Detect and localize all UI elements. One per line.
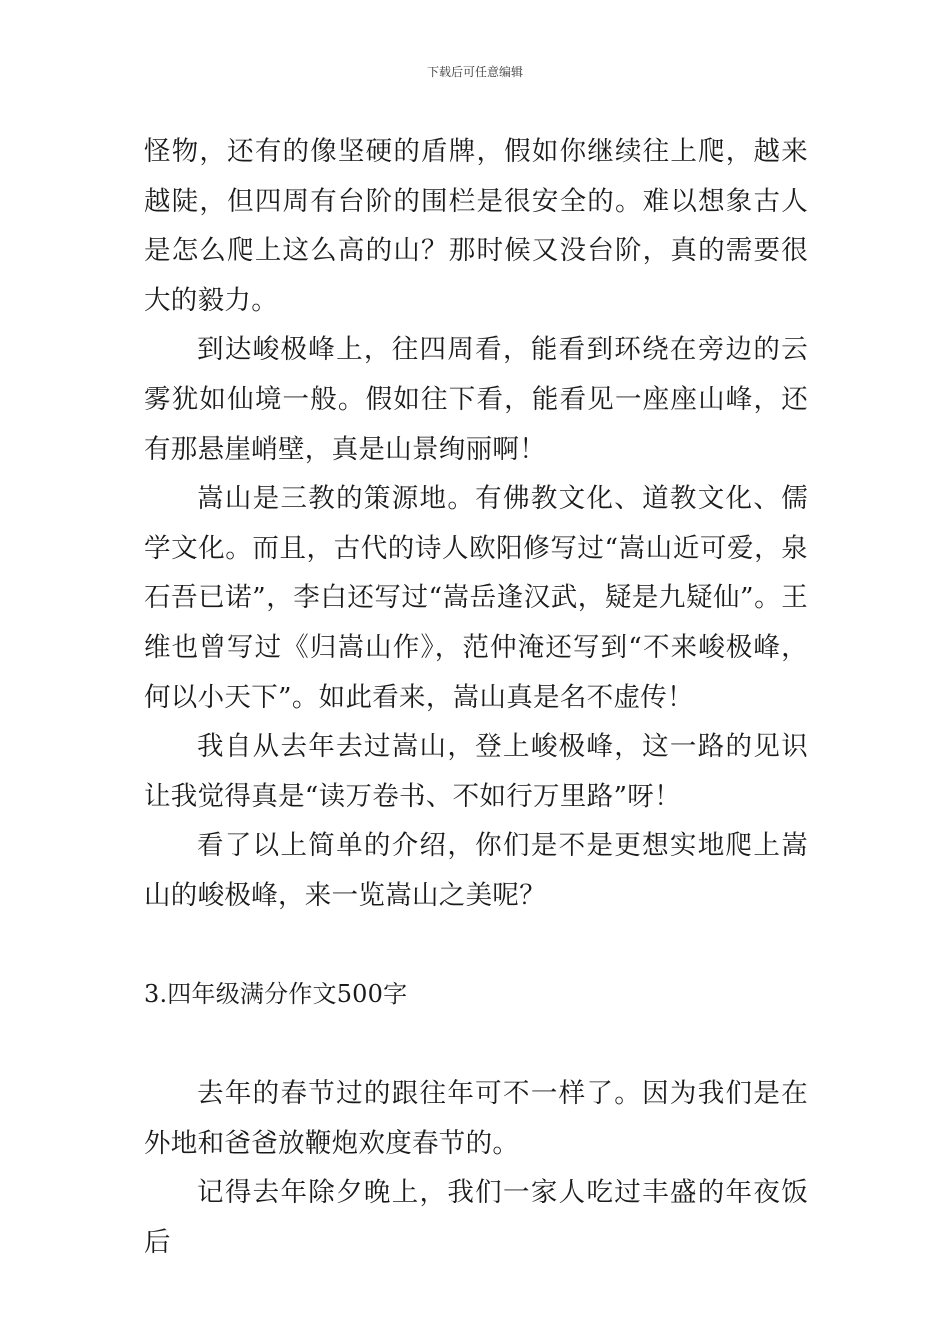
page-header: 下载后可任意编辑: [426, 65, 523, 79]
document-body: [144, 127, 808, 1268]
section-paragraph-2: 记得去年除夕晚上，我们一家人吃过丰盛的年夜饭后: [144, 1177, 808, 1259]
section-heading: 3.四年级满分作文500字: [144, 980, 408, 1009]
paragraph-3: 嵩山是三教的策源地。有佛教文化、道教文化、儒学文化。而且，古代的诗人欧阳修写过“嵩山近可爱，泉石吾已诺”，李白还写过“嵩岳逢汉武，疑是九疑仙”。王维也曾写过《归嵩山作》，范仲淹还写到“不来峻极峰，何以小天下”。如此看来，嵩山真是名不虚传！: [144, 483, 808, 713]
blank-line: [144, 921, 808, 971]
section-paragraph-1: 去年的春节过的跟往年可不一样了。因为我们是在外地和爸爸放鞭炮欢度春节的。: [144, 1078, 808, 1159]
blank-line: [144, 1020, 808, 1070]
paragraph-2: 到达峻极峰上，往四周看，能看到环绕在旁边的云雾犹如仙境一般。假如往下看，能看见一座座山峰，还有那悬崖峭壁，真是山景绚丽啊！: [144, 334, 808, 465]
paragraph-4: 我自从去年去过嵩山，登上峻极峰，这一路的见识让我觉得真是“读万卷书、不如行万里路”呀！: [144, 731, 808, 812]
paragraph-1: 怪物，还有的像坚硬的盾牌，假如你继续往上爬，越来越陡，但四周有台阶的围栏是很安全的。难以想象古人是怎么爬上这么高的山？那时候又没台阶，真的需要很大的毅力。: [144, 136, 808, 316]
paragraph-5: 看了以上简单的介绍，你们是不是更想实地爬上嵩山的峻极峰，来一览嵩山之美呢？: [144, 830, 808, 911]
